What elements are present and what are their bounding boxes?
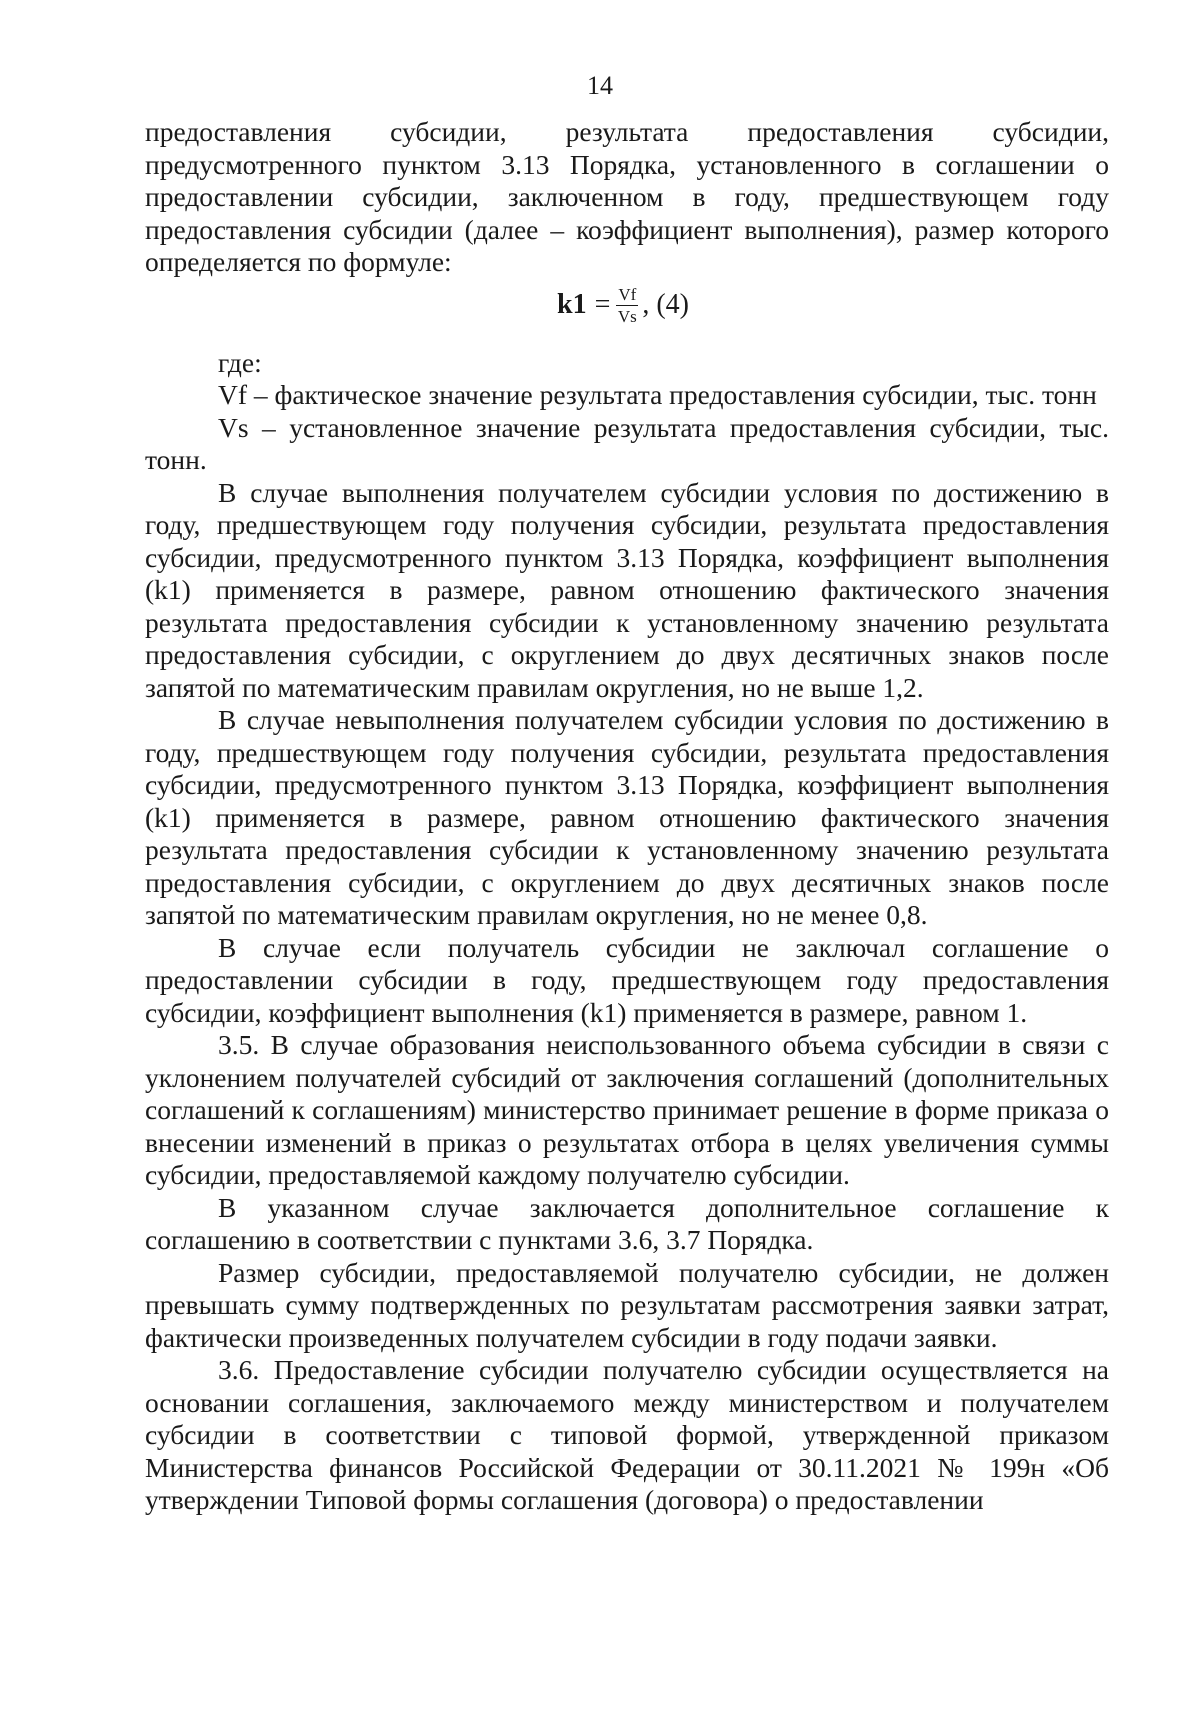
formula-numerator: Vf — [618, 284, 637, 304]
formula-fraction — [616, 285, 638, 326]
where-label: где: — [218, 346, 262, 378]
paragraph-nonfulfillment: В случае невыполнения получателем субсидии условия по достижению в году, предшествующем году получения субсидии, результата предоставления субсидии, предусмотренного пунктом 3.13 Порядка, коэффициент выполнения (k1) применяется в размере, равном отношению фактического значения результата предоставления субсидии к установленному значению результата предоставления субсидии, с округлением до двух десятичных знаков после запятой по математическим правилам округления, но не менее 0,8. — [145, 704, 1109, 930]
paragraph-subsidy-size: Размер субсидии, предоставляемой получателю субсидии, не должен превышать сумму подтвержденных по результатам рассмотрения заявки затрат, фактически произведенных получателем субсидии в году подачи заявки. — [145, 1256, 1109, 1353]
formula-number: , (4) — [642, 288, 689, 320]
formula-equals: = — [594, 288, 611, 320]
formula-k1 — [557, 285, 689, 326]
paragraph-fulfillment: В случае выполнения получателем субсидии условия по достижению в году, предшествующем году получения субсидии, результата предоставления субсидии, предусмотренного пунктом 3.13 Порядка, коэффициент выполнения (k1) применяется в размере, равном отношению фактического значения результата предоставления субсидии к установленному значению результата предоставления субсидии, с округлением до двух десятичных знаков после запятой по математическим правилам округления, но не выше 1,2. — [145, 476, 1109, 703]
page-number: 14 — [587, 71, 613, 100]
formula-block — [145, 279, 1109, 347]
formula-denominator: Vs — [617, 306, 637, 326]
paragraph-3-6: 3.6. Предоставление субсидии получателю субсидии осуществляется на основании соглашения, заключаемого между министерством и получателем субсидии в соответствии с типовой формой, утвержденной приказом Министерства финансов Российской Федерации от 30.11.2021 № 199н «Об утверждении Типовой формы соглашения (договора) о предоставлении — [145, 1354, 1109, 1515]
definition-vf: Vf – фактическое значение результата предоставления субсидии, тыс. тонн — [218, 379, 1097, 410]
formula-lhs: k1 — [557, 288, 587, 320]
intro-paragraph: предоставления субсидии, результата предоставления субсидии, предусмотренного пунктом 3.13 Порядка, установленного в соглашении о предоставлении субсидии, заключенном в году, предшествующем году предоставления субсидии (далее – коэффициент выполнения), размер которого определяется по формуле: — [145, 116, 1109, 277]
paragraph-3-5: 3.5. В случае образования неиспользованного объема субсидии в связи с уклонением получателей субсидий от заключения соглашений (дополнительных соглашений к соглашениям) министерство принимает решение в форме приказа о внесении изменений в приказ о результатах отбора в целях увеличения суммы субсидии, предоставляемой каждому получателю субсидии. — [145, 1029, 1109, 1190]
document-body — [145, 116, 1109, 1517]
definition-vs: Vs – установленное значение результата предоставления субсидии, тыс. тонн. — [145, 411, 1109, 475]
paragraph-no-agreement: В случае если получатель субсидии не заключал соглашение о предоставлении субсидии в году, предшествующем году предоставления субсидии, коэффициент выполнения (k1) применяется в размере, равном 1. — [145, 931, 1109, 1028]
paragraph-additional-agreement: В указанном случае заключается дополнительное соглашение к соглашению в соответствии с пунктами 3.6, 3.7 Порядка. — [145, 1191, 1109, 1255]
